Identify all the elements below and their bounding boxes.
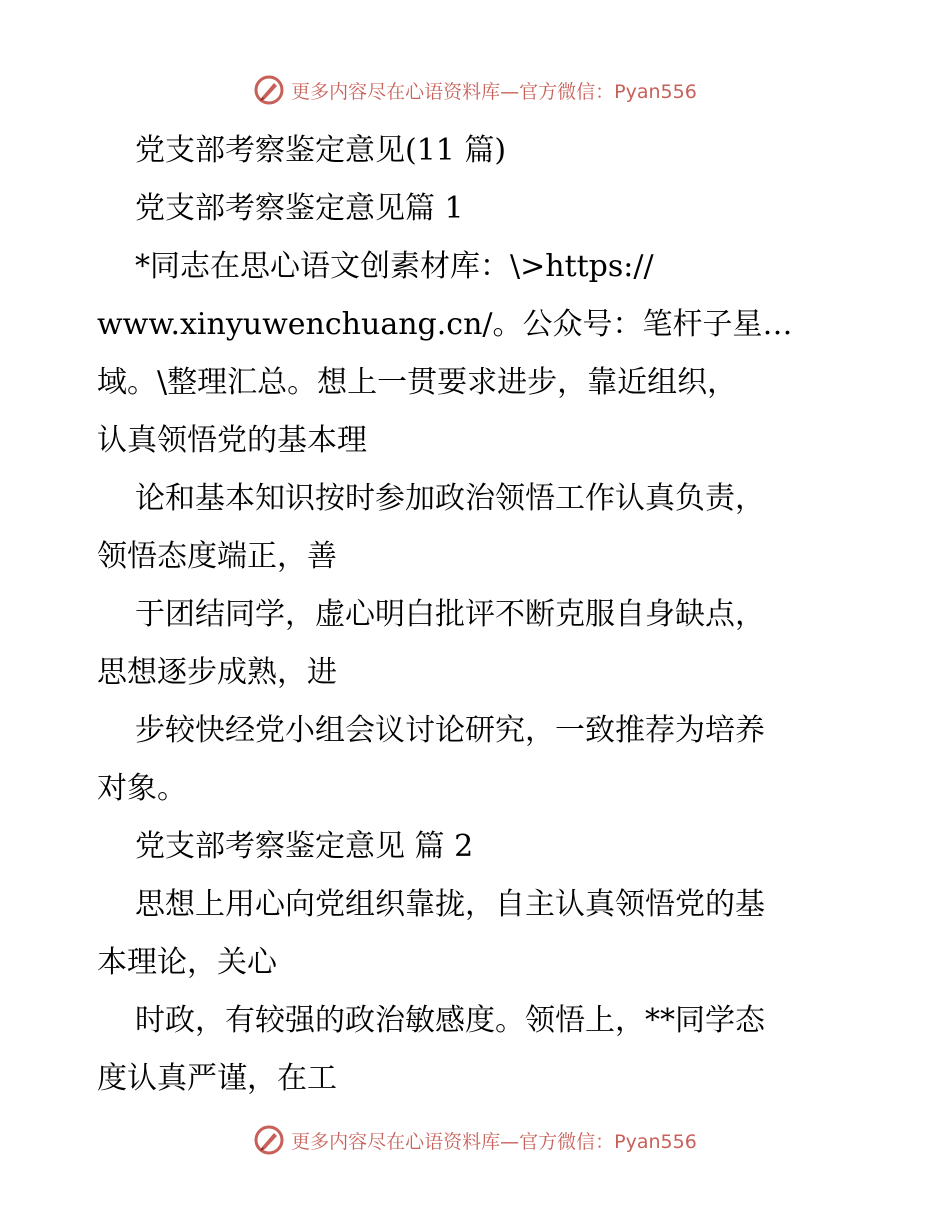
text-line: 于团结同学，虚心明白批评不断克服自身缺点，: [135, 597, 765, 632]
text-line: 思想逐步成熟，进: [97, 655, 337, 690]
document-body: [97, 122, 857, 1108]
banner-text: 更多内容尽在心语资料库—官方微信：Pyan556: [291, 80, 697, 103]
text-line: 党支部考察鉴定意见 篇 2: [135, 829, 474, 864]
banner-text: 更多内容尽在心语资料库—官方微信：Pyan556: [291, 1130, 697, 1153]
text-line: 党支部考察鉴定意见篇 1: [135, 191, 464, 226]
footer-banner: [0, 1120, 950, 1160]
text-line: 对象。: [97, 771, 187, 806]
pen-logo-icon: [253, 1124, 285, 1156]
text-line: www.xinyuwenchuang.cn/。公众号：笔杆子星…: [97, 307, 793, 342]
text-line: *同志在思心语文创素材库：\>https://: [135, 249, 654, 284]
text-line: 思想上用心向党组织靠拢，自主认真领悟党的基: [135, 887, 765, 922]
text-line: 党支部考察鉴定意见(11 篇): [135, 133, 507, 168]
text-line: 域。\整理汇总。想上一贯要求进步，靠近组织，: [97, 365, 738, 400]
header-banner: [0, 70, 950, 110]
text-line: 度认真严谨，在工: [97, 1061, 337, 1096]
text-line: 领悟态度端正，善: [97, 539, 337, 574]
text-line: 时政，有较强的政治敏感度。领悟上，**同学态: [135, 1003, 765, 1038]
pen-logo-icon: [253, 74, 285, 106]
text-line: 论和基本知识按时参加政治领悟工作认真负责，: [135, 481, 765, 516]
text-line: 认真领悟党的基本理: [97, 423, 367, 458]
text-line: 本理论，关心: [97, 945, 277, 980]
text-line: 步较快经党小组会议讨论研究，一致推荐为培养: [135, 713, 765, 748]
